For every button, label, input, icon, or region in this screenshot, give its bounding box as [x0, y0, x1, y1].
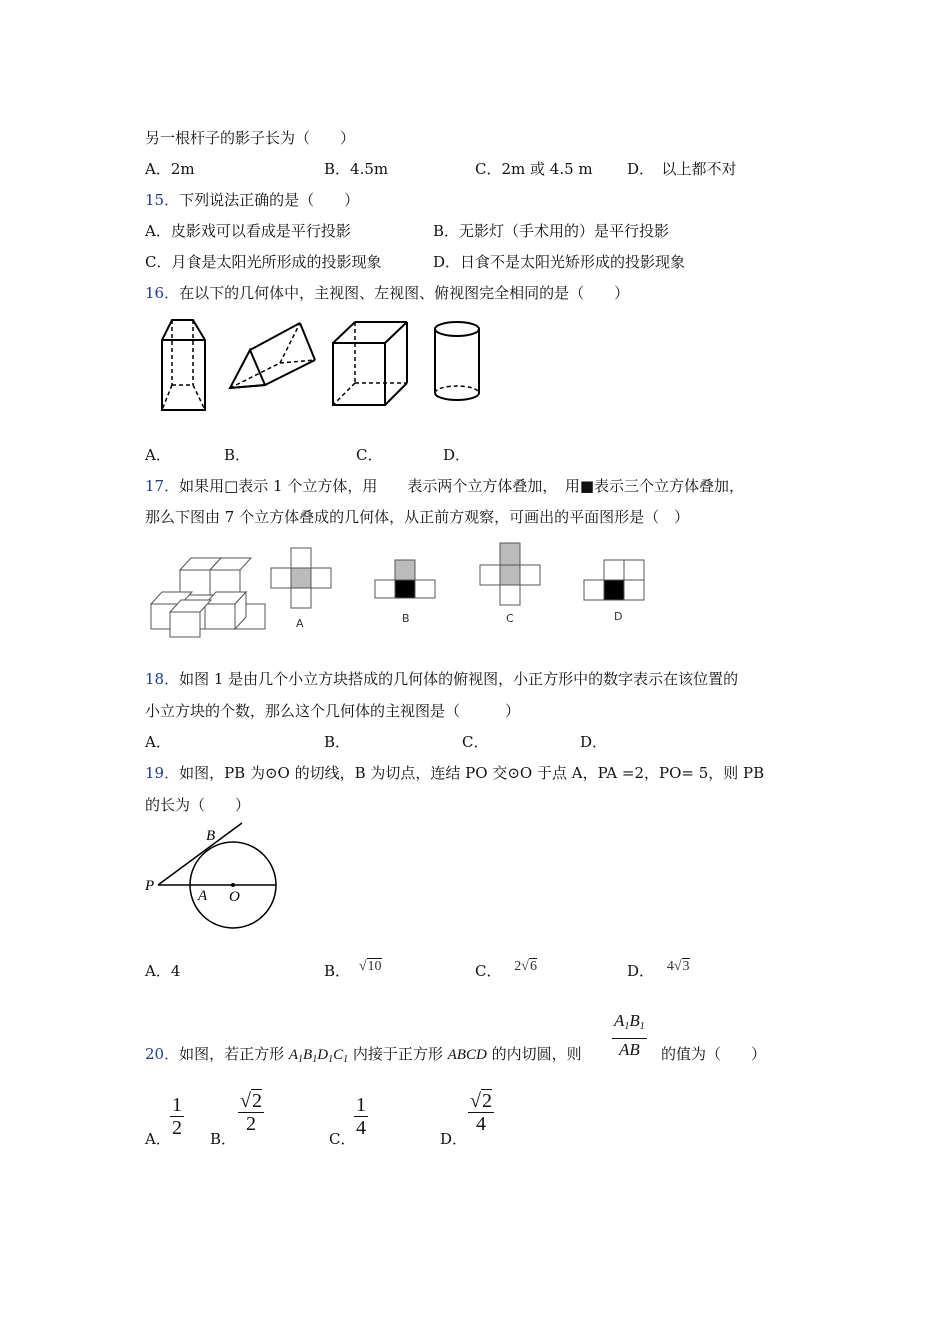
label-p: P [145, 878, 155, 894]
q16-option-d: D． [443, 446, 471, 464]
q19-stem-line2: 的长为（ ） [145, 796, 251, 814]
q20-option-b-label: B． [210, 1130, 237, 1148]
q14-option-a: A．2m [145, 160, 195, 178]
label-a: A [198, 888, 208, 904]
label-o: O [229, 889, 240, 905]
q17-option-d-grid [584, 560, 644, 600]
q20-ratio-denominator: AB [619, 1040, 640, 1059]
q18-stem-line2: 小立方块的个数，那么这个几何体的主视图是（ ） [145, 702, 521, 720]
q17-label-c: C [506, 612, 514, 625]
q18-text1: 如图 1 是由几个小立方块搭成的几何体的俯视图，小正方形中的数字表示在该位置的 [179, 670, 739, 688]
q14-option-c: C．2m 或 4.5 m [475, 160, 593, 178]
q16-number: 16． [145, 284, 180, 302]
q20-option-b-fraction: $\frac{√2}{2}$ [240, 1090, 262, 1135]
q16-solids-figure [150, 315, 490, 420]
q20-ratio-numerator: $A_1B_1$ [612, 1010, 647, 1039]
q17-number: 17． [145, 477, 180, 495]
q20-option-a-label: A． [145, 1130, 171, 1148]
triangular-prism-solid [230, 323, 315, 388]
q15-text: 下列说法正确的是（ ） [179, 191, 360, 209]
q20-number: 20． [145, 1045, 180, 1063]
q20-inner-square: $A_1B_1D_1C_1$ [288, 1047, 349, 1065]
cube-solid [333, 322, 407, 405]
q16-text: 在以下的几何体中，主视图、左视图、俯视图完全相同的是（ ） [179, 284, 630, 302]
q20-stem [145, 1044, 582, 1070]
q14-option-d: D． 以上都不对 [627, 160, 737, 178]
q17-text1: 如果用□表示 1 个立方体，用 表示两个立方体叠加， 用■表示三个立方体叠加， [179, 477, 745, 495]
q18-number: 18． [145, 670, 180, 688]
q17-stem-line1 [145, 476, 744, 496]
tangent-line-pb [158, 823, 242, 885]
q17-figure [148, 540, 658, 640]
q19-option-b-label: B． [324, 962, 351, 980]
q19-option-a: A．4 [145, 962, 181, 980]
q19-stem-line1 [145, 763, 764, 783]
q14-option-b: B．4.5m [324, 160, 389, 178]
q16-stem [145, 283, 629, 303]
q20-outer-square: ABCD [447, 1047, 487, 1063]
q15-option-c: C．月食是太阳光所形成的投影现象 [145, 253, 382, 271]
q18-stem-line1 [145, 669, 738, 689]
q15-option-b: B．无影灯（手术用的）是平行投影 [433, 222, 670, 240]
q20-ratio-fraction [612, 1010, 647, 1061]
q17-option-b-grid [375, 560, 435, 598]
q20-option-c-label: C． [329, 1130, 356, 1148]
q18-option-d: D． [580, 733, 608, 751]
q20-option-d-label: D． [440, 1130, 468, 1148]
q19-option-c-label: C． [475, 962, 502, 980]
q20-text-post: 的内切圆，则 [486, 1045, 582, 1063]
q20-text-mid: 内接于正方形 [348, 1045, 448, 1063]
q20-option-d-fraction: $\frac{√2}{4}$ [470, 1090, 492, 1135]
q18-option-a: A． [145, 733, 171, 751]
q15-option-d: D．日食不是太阳光矫形成的投影现象 [433, 253, 686, 271]
q19-text1: 如图，PB 为⊙O 的切线，B 为切点，连结 PO 交⊙O 于点 A，PA =2，PO= 5，则 PB [179, 764, 765, 782]
q18-option-b: B． [324, 733, 351, 751]
q20-text-end: 的值为（ ） [661, 1045, 767, 1063]
q17-option-c-grid [480, 543, 540, 605]
q18-option-c: C． [462, 733, 489, 751]
q20-option-a-fraction: $\frac{1}{2}$ [172, 1094, 182, 1139]
label-b: B [206, 828, 216, 844]
q19-option-b [324, 961, 382, 983]
q17-label-d: D [614, 610, 623, 623]
q19-option-d-label: D． [627, 962, 655, 980]
q15-option-a: A．皮影戏可以看成是平行投影 [145, 222, 351, 240]
q20-text-pre: 如图，若正方形 [179, 1045, 289, 1063]
q15-stem [145, 190, 359, 210]
cylinder-solid [435, 322, 479, 400]
q19-number: 19． [145, 764, 180, 782]
q19-option-c-value: 2√6 [514, 959, 537, 974]
q16-option-b: B． [224, 446, 251, 464]
q19-tangent-figure [142, 820, 287, 935]
q19-option-c [475, 961, 537, 983]
q17-label-a: A [296, 617, 304, 630]
q17-stacked-cubes [151, 558, 265, 637]
q20-option-c-fraction: $\frac{1}{4}$ [356, 1094, 366, 1139]
frustum-solid [162, 320, 205, 410]
q16-option-a: A． [145, 446, 171, 464]
q19-option-b-value: √10 [358, 959, 382, 974]
q17-label-b: B [402, 612, 410, 625]
q15-number: 15． [145, 191, 180, 209]
q17-stem-line2: 那么下图由 7 个立方体叠成的几何体，从正前方观察，可画出的平面图形是（ ） [145, 508, 690, 526]
q14-continuation: 另一根杆子的影子长为（ ） [145, 129, 356, 147]
q17-option-a-grid [271, 548, 331, 608]
q19-option-d-value: 4√3 [666, 959, 690, 974]
q16-option-c: C． [356, 446, 383, 464]
q19-option-d [627, 961, 690, 983]
